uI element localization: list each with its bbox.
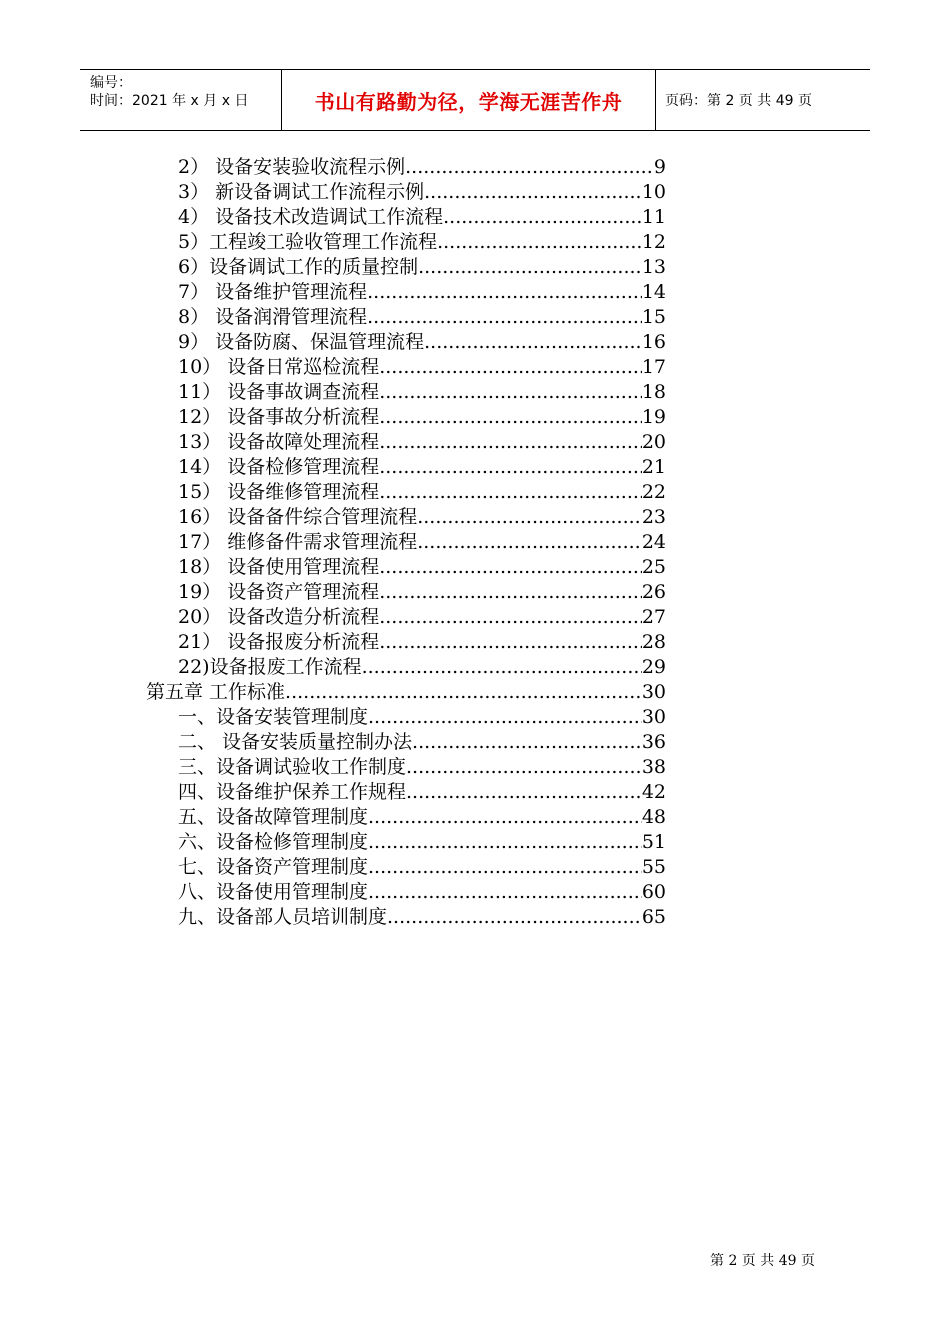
toc-entry-title: 13） 设备故障处理流程 bbox=[178, 431, 380, 453]
toc-dot-leader bbox=[368, 855, 642, 880]
toc-dot-leader bbox=[368, 705, 642, 730]
toc-entry-title: 12） 设备事故分析流程 bbox=[178, 406, 380, 428]
toc-entry-title: 2） 设备安装验收流程示例 bbox=[178, 156, 406, 178]
toc-entry-title: 三、设备调试验收工作制度 bbox=[178, 756, 407, 778]
toc-dot-leader bbox=[379, 630, 642, 655]
toc-entry-title: 八、设备使用管理制度 bbox=[178, 881, 369, 903]
toc-entry[interactable] bbox=[178, 780, 666, 805]
toc-dot-leader bbox=[362, 655, 642, 680]
toc-entry-title: 六、设备检修管理制度 bbox=[178, 831, 369, 853]
toc-entry-page: 60 bbox=[641, 881, 666, 903]
toc-entry-page: 65 bbox=[641, 906, 666, 928]
toc-entry[interactable] bbox=[178, 905, 666, 930]
toc-entry[interactable] bbox=[178, 305, 666, 330]
toc-entry[interactable] bbox=[178, 205, 666, 230]
page-header bbox=[80, 69, 870, 131]
toc-entry-title: 10） 设备日常巡检流程 bbox=[178, 356, 380, 378]
toc-entry-title: 8） 设备润滑管理流程 bbox=[178, 306, 368, 328]
toc-entry[interactable] bbox=[178, 655, 666, 680]
toc-entry[interactable] bbox=[178, 430, 666, 455]
toc-entry-page: 17 bbox=[641, 356, 666, 378]
toc-entry-title: 3） 新设备调试工作流程示例 bbox=[178, 181, 425, 203]
toc-dot-leader bbox=[387, 905, 642, 930]
toc-entry-title: 20） 设备改造分析流程 bbox=[178, 606, 380, 628]
toc-entry[interactable] bbox=[178, 455, 666, 480]
toc-entry-page: 38 bbox=[641, 756, 666, 778]
toc-entry[interactable] bbox=[178, 855, 666, 880]
toc-entry[interactable] bbox=[178, 830, 666, 855]
toc-entry[interactable] bbox=[178, 555, 666, 580]
toc-entry-page: 30 bbox=[641, 681, 666, 703]
toc-entry-page: 42 bbox=[641, 781, 666, 803]
toc-entry[interactable] bbox=[178, 280, 666, 305]
toc-entry-page: 14 bbox=[641, 281, 666, 303]
toc-entry-page: 19 bbox=[641, 406, 666, 428]
toc-dot-leader bbox=[285, 680, 642, 705]
toc-dot-leader bbox=[368, 830, 642, 855]
toc-entry-page: 9 bbox=[653, 156, 666, 178]
toc-dot-leader bbox=[437, 230, 642, 255]
toc-entry-page: 48 bbox=[641, 806, 666, 828]
toc-entry-page: 28 bbox=[641, 631, 666, 653]
toc-entry-title: 4） 设备技术改造调试工作流程 bbox=[178, 206, 444, 228]
toc-dot-leader bbox=[379, 605, 642, 630]
toc-entry[interactable] bbox=[178, 330, 666, 355]
toc-entry-page: 11 bbox=[641, 206, 666, 228]
toc-entry[interactable] bbox=[178, 480, 666, 505]
header-page-number: 页码：第 2 页 共 49 页 bbox=[665, 93, 812, 109]
toc-entry-title: 9） 设备防腐、保温管理流程 bbox=[178, 331, 425, 353]
toc-entry[interactable] bbox=[178, 730, 666, 755]
toc-dot-leader bbox=[379, 555, 642, 580]
toc-dot-leader bbox=[406, 755, 642, 780]
toc-entry[interactable] bbox=[178, 155, 666, 180]
toc-entry-page: 36 bbox=[641, 731, 666, 753]
toc-entry-title: 四、设备维护保养工作规程 bbox=[178, 781, 407, 803]
toc-entry[interactable] bbox=[178, 180, 666, 205]
toc-dot-leader bbox=[417, 530, 642, 555]
toc-dot-leader bbox=[424, 330, 642, 355]
toc-entry[interactable] bbox=[178, 880, 666, 905]
document-date-label: 时间：2021 年 x 月 x 日 bbox=[90, 93, 249, 109]
toc-dot-leader bbox=[379, 355, 642, 380]
toc-dot-leader bbox=[379, 480, 642, 505]
toc-dot-leader bbox=[379, 405, 642, 430]
toc-entry-title: 七、设备资产管理制度 bbox=[178, 856, 369, 878]
toc-entry[interactable] bbox=[178, 805, 666, 830]
toc-entry[interactable] bbox=[178, 405, 666, 430]
toc-entry-page: 26 bbox=[641, 581, 666, 603]
toc-entry[interactable] bbox=[178, 255, 666, 280]
header-motto: 书山有路勤为径，学海无涯苦作舟 bbox=[314, 89, 623, 114]
toc-dot-leader bbox=[367, 305, 642, 330]
toc-entry-page: 27 bbox=[641, 606, 666, 628]
toc-entry[interactable] bbox=[146, 680, 666, 705]
toc-entry-title: 11） 设备事故调查流程 bbox=[178, 381, 380, 403]
header-page-cell bbox=[655, 70, 870, 130]
toc-entry[interactable] bbox=[178, 605, 666, 630]
toc-entry-page: 25 bbox=[641, 556, 666, 578]
toc-entry-page: 13 bbox=[641, 256, 666, 278]
toc-entry-title: 14） 设备检修管理流程 bbox=[178, 456, 380, 478]
toc-entry-page: 55 bbox=[641, 856, 666, 878]
toc-dot-leader bbox=[406, 780, 642, 805]
toc-entry-page: 18 bbox=[641, 381, 666, 403]
toc-entry-title: 22)设备报废工作流程 bbox=[178, 656, 362, 678]
toc-dot-leader bbox=[367, 280, 642, 305]
toc-entry-page: 24 bbox=[641, 531, 666, 553]
toc-dot-leader bbox=[418, 255, 642, 280]
toc-entry-title: 17） 维修备件需求管理流程 bbox=[178, 531, 418, 553]
page-footer: 第 2 页 共 49 页 bbox=[710, 1253, 815, 1269]
toc-dot-leader bbox=[424, 180, 642, 205]
toc-entry[interactable] bbox=[178, 630, 666, 655]
toc-entry[interactable] bbox=[178, 230, 666, 255]
toc-dot-leader bbox=[379, 455, 642, 480]
toc-entry-title: 二、 设备安装质量控制办法 bbox=[178, 731, 413, 753]
toc-entry-page: 15 bbox=[641, 306, 666, 328]
toc-entry-title: 18） 设备使用管理流程 bbox=[178, 556, 380, 578]
toc-entry-title: 五、设备故障管理制度 bbox=[178, 806, 369, 828]
toc-entry-page: 12 bbox=[641, 231, 666, 253]
header-motto-cell bbox=[281, 70, 656, 130]
toc-dot-leader bbox=[405, 155, 654, 180]
toc-dot-leader bbox=[368, 805, 642, 830]
toc-entry-title: 第五章 工作标准 bbox=[146, 681, 286, 703]
toc-dot-leader bbox=[412, 730, 642, 755]
toc-entry[interactable] bbox=[178, 380, 666, 405]
toc-entry-page: 23 bbox=[641, 506, 666, 528]
toc-entry-page: 29 bbox=[641, 656, 666, 678]
toc-entry-page: 51 bbox=[641, 831, 666, 853]
toc-entry-title: 19） 设备资产管理流程 bbox=[178, 581, 380, 603]
toc-entry-title: 16） 设备备件综合管理流程 bbox=[178, 506, 418, 528]
toc-entry-page: 16 bbox=[641, 331, 666, 353]
toc-entry[interactable] bbox=[178, 755, 666, 780]
toc-entry[interactable] bbox=[178, 705, 666, 730]
document-number-label: 编号： bbox=[90, 75, 132, 91]
toc-entry-title: 7） 设备维护管理流程 bbox=[178, 281, 368, 303]
toc-entry-title: 九、设备部人员培训制度 bbox=[178, 906, 388, 928]
toc-dot-leader bbox=[368, 880, 642, 905]
toc-entry[interactable] bbox=[178, 355, 666, 380]
toc-dot-leader bbox=[379, 380, 642, 405]
toc-entry-title: 21） 设备报废分析流程 bbox=[178, 631, 380, 653]
toc-entry[interactable] bbox=[178, 580, 666, 605]
toc-entry-title: 15） 设备维修管理流程 bbox=[178, 481, 380, 503]
toc-entry-title: 一、设备安装管理制度 bbox=[178, 706, 369, 728]
toc-entry-page: 22 bbox=[641, 481, 666, 503]
toc-entry-title: 6）设备调试工作的质量控制 bbox=[178, 256, 419, 278]
toc-dot-leader bbox=[379, 430, 642, 455]
toc-entry-page: 20 bbox=[641, 431, 666, 453]
toc-entry-page: 30 bbox=[641, 706, 666, 728]
toc-dot-leader bbox=[443, 205, 642, 230]
toc-dot-leader bbox=[379, 580, 642, 605]
toc-entry[interactable] bbox=[178, 505, 666, 530]
toc-entry-page: 21 bbox=[641, 456, 666, 478]
toc-entry-title: 5）工程竣工验收管理工作流程 bbox=[178, 231, 438, 253]
toc-dot-leader bbox=[417, 505, 642, 530]
header-meta bbox=[80, 70, 280, 130]
toc-entry-page: 10 bbox=[641, 181, 666, 203]
toc-entry[interactable] bbox=[178, 530, 666, 555]
